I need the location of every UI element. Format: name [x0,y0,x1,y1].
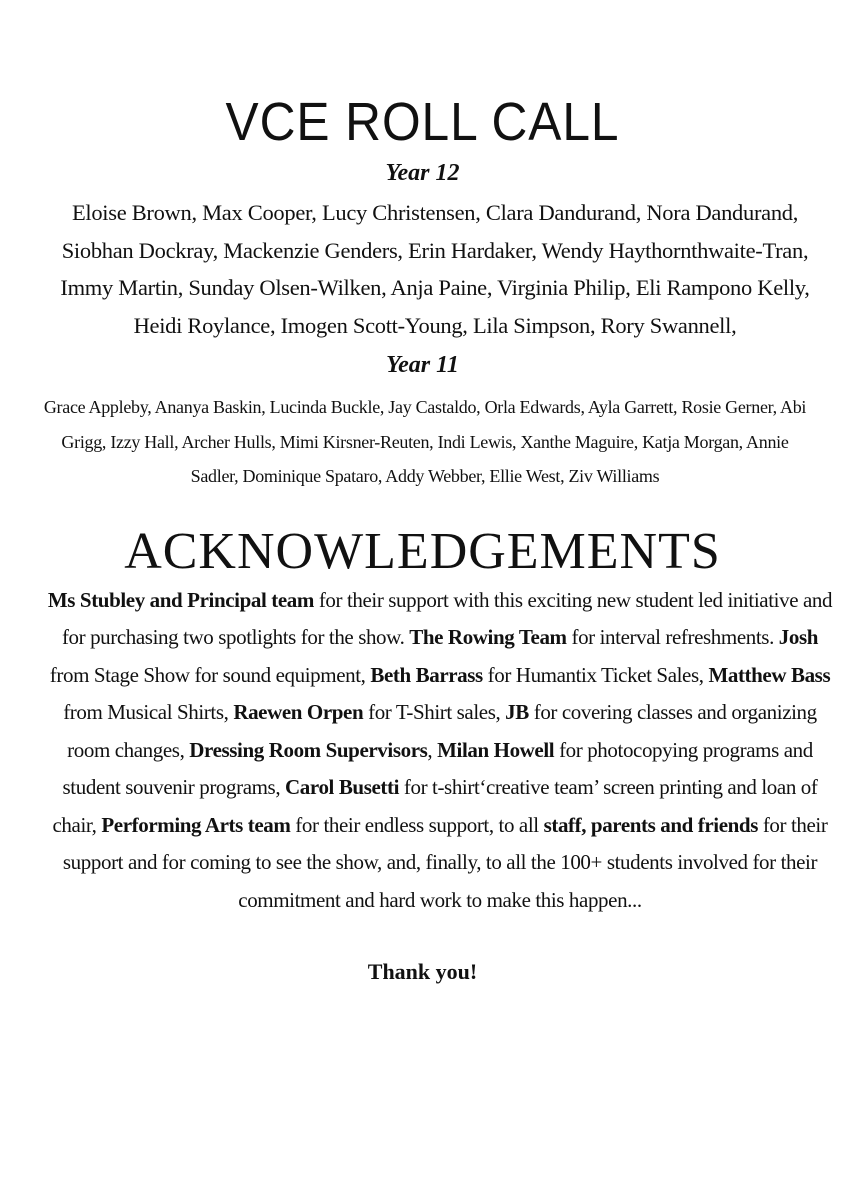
year11-heading: Year 11 [386,352,459,378]
ack-segment: Carol Busetti [285,775,400,799]
year12-heading: Year 12 [385,160,460,186]
ack-segment: for t-shirt‘creative team’ screen printing and loan of chair, [52,775,818,837]
ack-segment: from Musical Shirts, [63,700,234,724]
ack-segment: for their support with this exciting new student led initiative and for purchasing two spotlights for the show. [61,587,833,649]
ack-segment: for their support and for coming to see the show, and, finally, to all the 100+ students involved for their commitment and hard work to make this happen... [62,812,828,912]
ack-segment: Ms Stubley and Principal team [47,587,314,612]
ack-segment: staff, parents and friends [543,812,758,837]
acknowledgements-paragraph [40,582,840,920]
ack-segment: for interval refreshments. [566,625,779,649]
year11-names: Grace Appleby, Ananya Baskin, Lucinda Buckle, Jay Castaldo, Orla Edwards, Ayla Garrett, Rosie Gerner, Abi Grigg, Izzy Hall, Archer Hulls, Mimi Kirsner-Reuten, Indi Lewis, Xanthe Maguire, Katja Morgan, Annie Sadler, Dominique Spataro, Addy Webber, Ellie West, Ziv Williams [43,397,807,486]
ack-segment: from Stage Show for sound equipment, [49,662,371,687]
ack-segment: for T-Shirt sales, [363,700,506,724]
ack-segment: for photocopying programs and student souvenir programs, [62,737,813,799]
ack-segment: for Humantix Ticket Sales, [482,662,709,687]
rollcall-title: VCE ROLL CALL [225,92,620,152]
ack-segment: Performing Arts team [101,812,291,837]
thank-you-closing: Thank you! [367,959,478,984]
ack-segment: for their endless support, to all [290,812,544,837]
ack-segment: , [427,737,438,762]
ack-segment: The Rowing Team [409,625,567,649]
ack-segment: Dressing Room Supervisors [189,737,428,762]
ack-segment: Beth Barrass [370,662,483,687]
ack-segment: Raewen Orpen [233,700,364,724]
ack-segment: JB [505,700,529,724]
ack-segment: for covering classes and organizing room changes, [67,700,817,762]
ack-segment: Matthew Bass [708,662,831,687]
ack-segment: Milan Howell [437,737,555,762]
ack-segment: Josh [778,625,819,649]
acknowledgements-title: ACKNOWLEDGEMENTS [124,522,721,580]
year12-names: Eloise Brown, Max Cooper, Lucy Christensen, Clara Dandurand, Nora Dandurand, Siobhan Dockray, Mackenzie Genders, Erin Hardaker, Wendy Haythornthwaite-Tran, Immy Martin, Sunday Olsen-Wilken, Anja Paine, Virginia Philip, Eli Rampono Kelly, Heidi Roylance, Imogen Scott-Young, Lila Simpson, Rory Swannell, [60,200,810,338]
